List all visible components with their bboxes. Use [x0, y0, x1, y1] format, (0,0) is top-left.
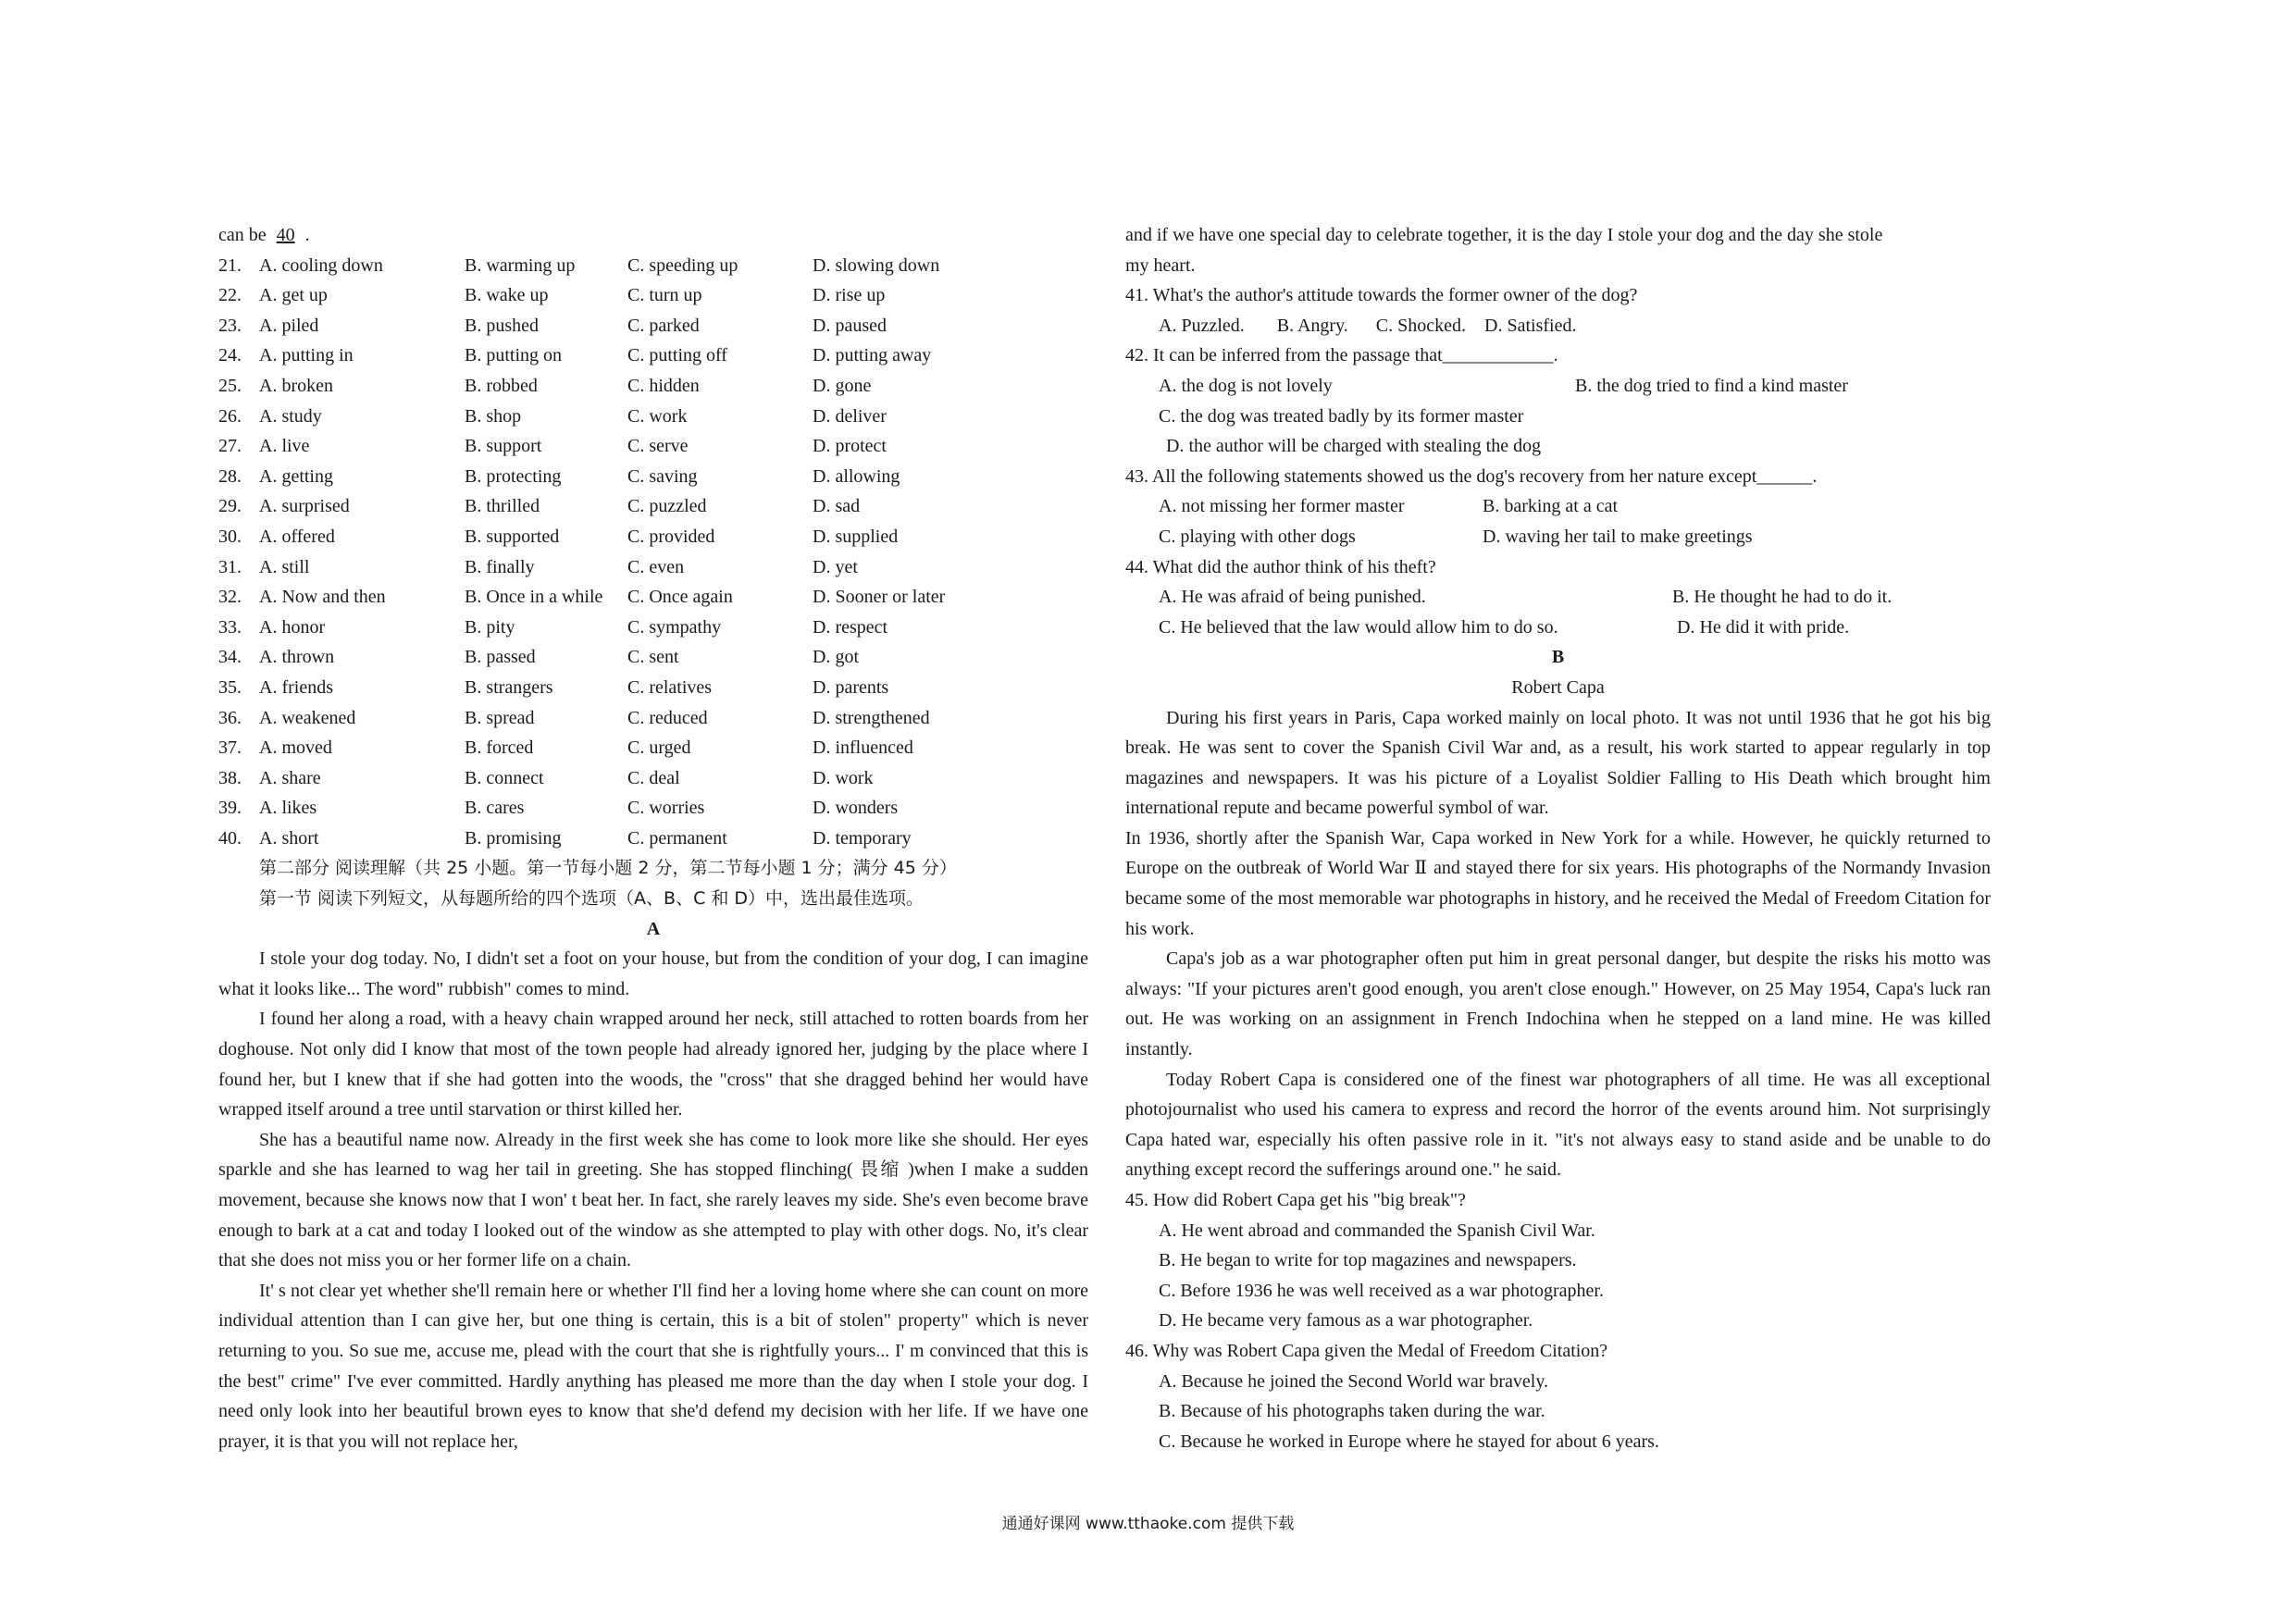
right-column — [1125, 220, 1991, 1456]
option-b: B. putting on — [465, 345, 563, 366]
q46-option-c: C. Because he worked in Europe where he stayed for about 6 years. — [1159, 1431, 1659, 1452]
option-c: C. even — [627, 556, 685, 577]
section1-header: 第一节 阅读下列短文，从每题所给的四个选项（A、B、C 和 D）中，选出最佳选项。 — [259, 888, 925, 910]
option-c: C. turn up — [627, 285, 702, 306]
option-a: A. share — [259, 767, 321, 788]
option-a: A. live — [259, 436, 310, 457]
cloze-intro-line — [218, 220, 1088, 251]
option-c: C. Once again — [627, 587, 733, 608]
cloze-option-row — [218, 824, 1088, 854]
q46-option-b: B. Because of his photographs taken during the war. — [1159, 1401, 1545, 1422]
question-number: 25. — [218, 375, 242, 396]
option-c: C. putting off — [627, 345, 727, 366]
q42-option-a: A. the dog is not lovely — [1159, 375, 1333, 396]
option-a: A. short — [259, 827, 319, 849]
option-a: A. still — [259, 556, 310, 577]
cloze-option-row — [218, 673, 1088, 703]
question-number: 34. — [218, 647, 242, 668]
blank-40: 40 — [276, 225, 295, 245]
question-number: 22. — [218, 285, 242, 306]
q44-option-d: D. He did it with pride. — [1677, 616, 1850, 638]
passage-b-title: Robert Capa — [1511, 676, 1605, 698]
option-b: B. pushed — [465, 315, 539, 336]
cloze-option-row — [218, 642, 1088, 673]
question-number: 29. — [218, 496, 242, 517]
intro-post: . — [304, 225, 310, 245]
option-c: C. urged — [627, 737, 691, 759]
option-b: B. finally — [465, 556, 535, 577]
passage-a-continuation — [1125, 220, 1991, 280]
option-d: D. temporary — [813, 827, 912, 849]
page-footer: 通通好课网 www.tthaoke.com 提供下载 — [1001, 1515, 1295, 1533]
option-d: D. rise up — [813, 285, 886, 306]
question-number: 35. — [218, 676, 242, 698]
cloze-option-row — [218, 763, 1088, 794]
option-b: B. spread — [465, 707, 535, 728]
q44-row-2 — [1125, 613, 1991, 643]
option-d: D. supplied — [813, 526, 899, 547]
cloze-options-list — [218, 251, 1088, 854]
option-b: B. warming up — [465, 254, 576, 276]
question-number: 32. — [218, 587, 242, 608]
option-c: C. worries — [627, 798, 705, 819]
option-b: B. forced — [465, 737, 534, 759]
question-number: 28. — [218, 465, 242, 487]
question-number: 23. — [218, 315, 242, 336]
q46-option-a: A. Because he joined the Second World war bravely. — [1159, 1370, 1549, 1392]
part2-header: 第二部分 阅读理解（共 25 小题。第一节每小题 2 分，第二节每小题 1 分；满分 45 分） — [259, 858, 957, 879]
cloze-option-row — [218, 251, 1088, 281]
q44-option-a: A. He was afraid of being punished. — [1159, 587, 1426, 608]
cloze-option-row — [218, 280, 1088, 311]
passage-b-paragraph: In 1936, shortly after the Spanish War, Capa worked in New York for a while. However, he quickly returned to Europe on the outbreak of World War Ⅱ and stayed there for six years. His photographs of the Normandy Invasion became some of the most memorable war photographs in history, and he received the Medal of Freedom Citation for his work. — [1125, 827, 1991, 939]
cloze-option-row — [218, 311, 1088, 341]
question-number: 30. — [218, 526, 242, 547]
q41-options: A. Puzzled. B. Angry. C. Shocked. D. Satisfied. — [1159, 315, 1577, 336]
option-c: C. hidden — [627, 375, 700, 396]
option-a: A. putting in — [259, 345, 354, 366]
passage-a-title: A — [646, 918, 661, 939]
option-c: C. provided — [627, 526, 715, 547]
cloze-option-row — [218, 462, 1088, 492]
option-a: A. weakened — [259, 707, 356, 728]
option-b: B. cares — [465, 798, 525, 819]
option-d: D. influenced — [813, 737, 913, 759]
passage-b-label: B — [1551, 647, 1565, 668]
option-b: B. connect — [465, 767, 544, 788]
q43-row-2 — [1125, 522, 1991, 552]
option-a: A. get up — [259, 285, 328, 306]
question-number: 26. — [218, 405, 242, 427]
option-c: C. parked — [627, 315, 700, 336]
option-c: C. speeding up — [627, 254, 738, 276]
option-d: D. wonders — [813, 798, 899, 819]
option-c: C. sympathy — [627, 616, 722, 638]
q43-row-1 — [1125, 491, 1991, 522]
option-b: B. shop — [465, 405, 522, 427]
option-d: D. paused — [813, 315, 887, 336]
q41-stem: 41. What's the author's attitude towards the former owner of the dog? — [1125, 285, 1638, 306]
q45-option-d: D. He became very famous as a war photographer. — [1159, 1310, 1533, 1332]
passage-b-paragraph: Today Robert Capa is considered one of the finest war photographers of all time. He was all exceptional photojournalist who used his camera to express and record the horror of the events around him. Not surprisingly Capa hated war, especially his often passive role in it. "it's not always easy to stand aside and be unable to do anything except record the sufferings around one." he said. — [1125, 1069, 1991, 1181]
option-d: D. yet — [813, 556, 858, 577]
option-a: A. friends — [259, 676, 333, 698]
option-a: A. piled — [259, 315, 319, 336]
option-a: A. cooling down — [259, 254, 383, 276]
option-b: B. pity — [465, 616, 515, 638]
option-d: D. got — [813, 647, 859, 668]
q44-option-b: B. He thought he had to do it. — [1672, 587, 1893, 608]
question-number: 24. — [218, 345, 242, 366]
cloze-option-row — [218, 733, 1088, 763]
option-a: A. getting — [259, 465, 333, 487]
option-d: D. allowing — [813, 465, 900, 487]
question-number: 39. — [218, 798, 242, 819]
option-d: D. deliver — [813, 405, 887, 427]
option-c: C. saving — [627, 465, 698, 487]
option-c: C. relatives — [627, 676, 713, 698]
option-d: D. parents — [813, 676, 889, 698]
passage-a-paragraph: She has a beautiful name now. Already in the first week she has come to look more like she should. Her eyes sparkle and she has learned to wag her tail in greeting. She has stopped flinching( 畏缩 )when I make a sudden movement, because she knows now that I won' t beat her. In fact, she rarely leaves my side. She's even become brave enough to bark at a cat and today I looked out of the window as she attempted to play with other dogs. No, it's clear that she does not miss you or her former life on a chain. — [218, 1129, 1088, 1271]
question-number: 37. — [218, 737, 242, 759]
option-b: B. supported — [465, 526, 560, 547]
left-column — [218, 220, 1088, 1456]
passage-a-paragraph: It' s not clear yet whether she'll remain here or whether I'll find her a loving home where she can count on more individual attention than I can give her, but one thing is certain, this is a bit of stolen" property" which is never returning to you. So sue me, accuse me, plead with the court that she is rightfully yours... I' m convinced that this is the best" crime" I've ever committed. Hardly anything has pleased me more than the day when I stole your dog. I need only look into her beautiful brown eyes to know that she'd defend my decision with her life. If we have one prayer, it is that you will not replace her, — [218, 1280, 1088, 1452]
option-d: D. work — [813, 767, 874, 788]
passage-b-paragraph: During his first years in Paris, Capa worked mainly on local photo. It was not until 1936 that he got his big break. He was sent to cover the Spanish Civil War and, as a result, his work started to appear regularly in top magazines and newspapers. It was his picture of a Loyalist Soldier Falling to His Death which brought him international repute and became powerful symbol of war. — [1125, 707, 1991, 819]
question-number: 27. — [218, 436, 242, 457]
option-c: C. puzzled — [627, 496, 707, 517]
q42-option-d: D. the author will be charged with stealing the dog — [1166, 436, 1542, 457]
q45-option-b: B. He began to write for top magazines and newspapers. — [1159, 1250, 1577, 1271]
cloze-option-row — [218, 371, 1088, 402]
question-number: 33. — [218, 616, 242, 638]
q46-stem: 46. Why was Robert Capa given the Medal of Freedom Citation? — [1125, 1340, 1608, 1361]
option-a: A. study — [259, 405, 322, 427]
question-number: 36. — [218, 707, 242, 728]
q44-row-1 — [1125, 582, 1991, 613]
option-c: C. reduced — [627, 707, 708, 728]
passage-a-paragraph: I found her along a road, with a heavy chain wrapped around her neck, still attached to rotten boards from her doghouse. Not only did I know that most of the town people had already ignored her, judging by the place where I found her, but I knew that if she had gotten into the woods, the "cross" that she dragged behind her would have wrapped itself around a tree until starvation or thirst killed her. — [218, 1009, 1088, 1121]
q45-option-c: C. Before 1936 he was well received as a war photographer. — [1159, 1280, 1604, 1301]
option-d: D. strengthened — [813, 707, 930, 728]
option-d: D. gone — [813, 375, 872, 396]
passage-a-paragraph: I stole your dog today. No, I didn't set a foot on your house, but from the condition of your dog, I can imagine what it looks like... The word" rubbish" comes to mind. — [218, 948, 1088, 999]
option-d: D. putting away — [813, 345, 932, 366]
cloze-option-row — [218, 552, 1088, 583]
continuation-line: my heart. — [1125, 254, 1196, 276]
question-number: 40. — [218, 827, 242, 849]
q43-stem: 43. All the following statements showed us the dog's recovery from her nature except______. — [1125, 465, 1818, 487]
option-a: A. offered — [259, 526, 335, 547]
passage-b-paragraph: Capa's job as a war photographer often put him in great personal danger, but despite the risks his motto was always: "If your pictures aren't good enough, you aren't close enough." However, on 25 May 1954, Capa's luck ran out. He was working on an assignment in French Indochina when he stepped on a land mine. He was killed instantly. — [1125, 948, 1991, 1060]
q43-option-b: B. barking at a cat — [1483, 496, 1619, 517]
question-number: 31. — [218, 556, 242, 577]
cloze-option-row — [218, 793, 1088, 824]
option-a: A. broken — [259, 375, 333, 396]
option-d: D. slowing down — [813, 254, 940, 276]
cloze-option-row — [218, 341, 1088, 371]
q45-option-a: A. He went abroad and commanded the Spanish Civil War. — [1159, 1220, 1595, 1241]
q43-option-c: C. playing with other dogs — [1159, 526, 1356, 547]
option-d: D. sad — [813, 496, 861, 517]
option-b: B. support — [465, 436, 542, 457]
option-a: A. honor — [259, 616, 326, 638]
option-a: A. Now and then — [259, 587, 386, 608]
question-number: 38. — [218, 767, 242, 788]
option-b: B. robbed — [465, 375, 538, 396]
option-d: D. respect — [813, 616, 888, 638]
option-c: C. deal — [627, 767, 680, 788]
option-c: C. sent — [627, 647, 679, 668]
option-b: B. strangers — [465, 676, 553, 698]
q45-stem: 45. How did Robert Capa get his "big break"? — [1125, 1190, 1466, 1210]
q42-option-c: C. the dog was treated badly by its former master — [1159, 405, 1524, 427]
option-a: A. surprised — [259, 496, 350, 517]
cloze-option-row — [218, 703, 1088, 734]
option-a: A. likes — [259, 798, 317, 819]
q42-stem: 42. It can be inferred from the passage that____________. — [1125, 345, 1558, 366]
intro-pre: can be — [218, 225, 267, 245]
option-b: B. Once in a while — [465, 587, 603, 608]
q42-row-1 — [1125, 371, 1991, 402]
cloze-option-row — [218, 491, 1088, 522]
q42-option-b: B. the dog tried to find a kind master — [1575, 375, 1848, 396]
option-d: D. protect — [813, 436, 887, 457]
question-number: 21. — [218, 254, 242, 276]
option-b: B. passed — [465, 647, 536, 668]
q44-stem: 44. What did the author think of his theft? — [1125, 556, 1436, 577]
cloze-option-row — [218, 582, 1088, 613]
cloze-option-row — [218, 431, 1088, 462]
option-d: D. Sooner or later — [813, 587, 946, 608]
q43-option-a: A. not missing her former master — [1159, 496, 1405, 517]
option-b: B. protecting — [465, 465, 562, 487]
option-c: C. work — [627, 405, 688, 427]
option-b: B. wake up — [465, 285, 549, 306]
option-b: B. thrilled — [465, 496, 540, 517]
option-c: C. serve — [627, 436, 689, 457]
option-a: A. moved — [259, 737, 332, 759]
cloze-option-row — [218, 613, 1088, 643]
q44-option-c: C. He believed that the law would allow him to do so. — [1159, 616, 1558, 638]
option-b: B. promising — [465, 827, 562, 849]
q43-option-d: D. waving her tail to make greetings — [1483, 526, 1753, 547]
cloze-option-row — [218, 402, 1088, 432]
option-c: C. permanent — [627, 827, 727, 849]
option-a: A. thrown — [259, 647, 335, 668]
continuation-line: and if we have one special day to celebrate together, it is the day I stole your dog and the day she stole — [1125, 225, 1883, 245]
cloze-option-row — [218, 522, 1088, 552]
